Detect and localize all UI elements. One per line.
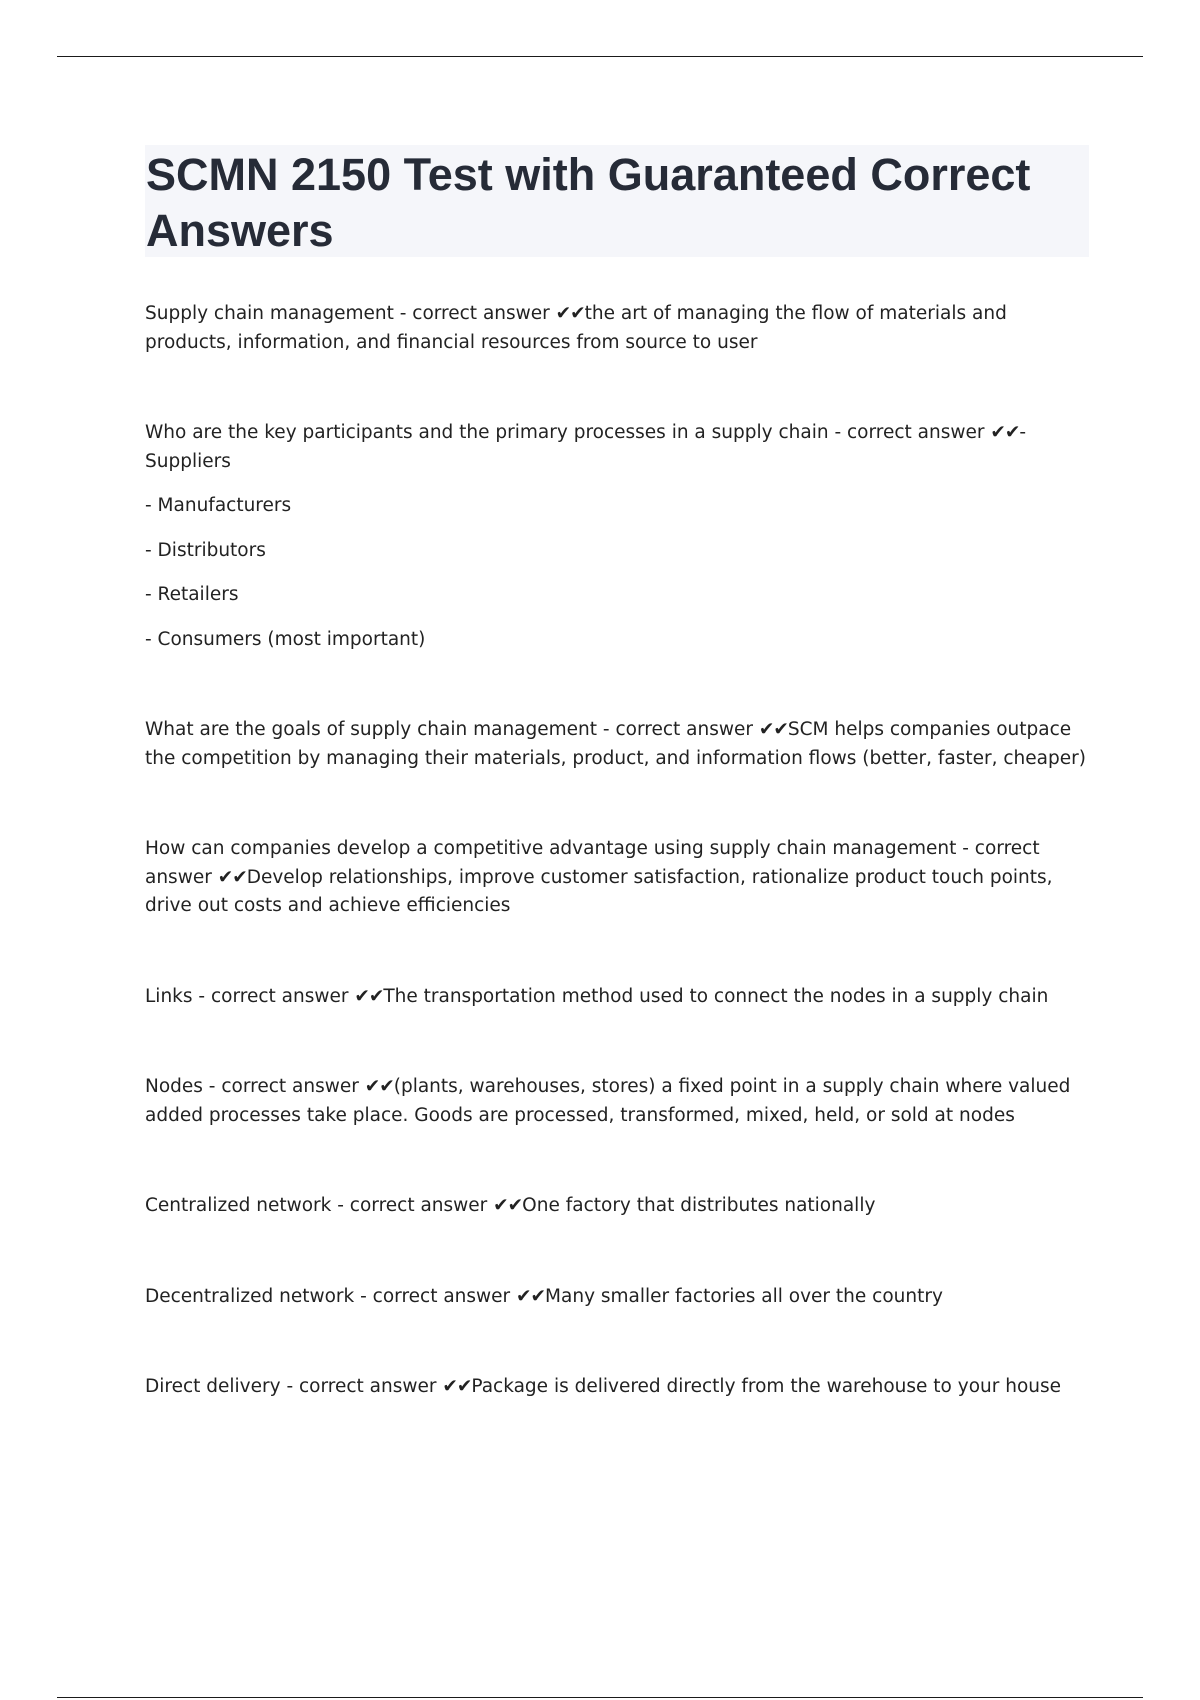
qa-item [145,835,1090,921]
double-check-icon: ✔✔ [516,1285,546,1307]
qa-answer: Many smaller factories all over the country [545,1285,943,1307]
qa-term: Links [145,985,193,1007]
qa-list [145,300,1090,1402]
qa-term: How can companies develop a competitive advantage using supply chain management [145,838,957,859]
double-check-icon: ✔✔ [990,422,1020,443]
qa-answer: - Suppliers [145,422,1027,472]
qa-item [145,1283,1090,1312]
qa-item [145,716,1090,773]
list-item: - Retailers [145,584,239,605]
top-divider [57,56,1143,57]
double-check-icon: ✔✔ [364,1076,394,1097]
double-check-icon: ✔✔ [758,719,788,740]
qa-answer: SCM helps companies outpace the competition by managing their materials, product, and information flows (better, faster, cheaper) [145,719,1086,769]
answer-marker: - correct answer [280,1376,443,1397]
answer-marker: - correct answer [354,1285,517,1307]
double-check-icon: ✔✔ [555,303,585,324]
qa-term: Supply chain management [145,303,394,324]
list-item: - Distributors [145,539,266,561]
page-title: SCMN 2150 Test with Guaranteed Correct Answers [146,149,1031,256]
qa-answer: (plants, warehouses, stores) a fixed point in a supply chain where valued added processes take place. Goods are processed, transformed, mixed, held, or sold at nodes [145,1076,1071,1126]
qa-term: Centralized network [145,1195,332,1216]
bottom-divider [57,1697,1143,1698]
qa-answer: the art of managing the flow of materials and products, information, and financial resources from source to user [145,303,1007,353]
qa-term: Who are the key participants and the primary processes in a supply chain [145,422,829,443]
double-check-icon: ✔✔ [217,866,247,888]
answer-marker: - correct answer [331,1195,494,1216]
qa-term: What are the goals of supply chain management [145,719,598,740]
qa-item [145,1073,1090,1130]
qa-term: Decentralized network [145,1285,355,1307]
answer-marker: - correct answer [393,303,556,324]
qa-answer: One factory that distributes nationally [522,1195,876,1216]
qa-item [145,1373,1090,1402]
answer-marker: - correct answer [202,1076,365,1097]
title-banner [145,145,1089,257]
answer-marker: - correct answer [597,719,759,740]
answer-marker: - correct answer [145,838,1040,888]
double-check-icon: ✔✔ [442,1376,472,1397]
qa-term: Direct delivery [145,1376,281,1397]
double-check-icon: ✔✔ [493,1195,523,1216]
qa-term: Nodes [145,1076,203,1097]
answer-marker: - correct answer [192,985,355,1007]
list-item: - Consumers (most important) [145,628,426,650]
qa-item [145,300,1090,357]
qa-answer: Develop relationships, improve customer satisfaction, rationalize product touch points, drive out costs and achieve efficiencies [145,866,1053,916]
qa-item [145,419,1090,654]
qa-answer: The transportation method used to connect the nodes in a supply chain [383,985,1049,1007]
double-check-icon: ✔✔ [354,985,384,1007]
qa-item [145,983,1090,1012]
list-item: - Manufacturers [145,495,292,516]
qa-item [145,1192,1090,1221]
answer-marker: - correct answer [828,422,991,443]
qa-answer: Package is delivered directly from the warehouse to your house [471,1376,1062,1397]
